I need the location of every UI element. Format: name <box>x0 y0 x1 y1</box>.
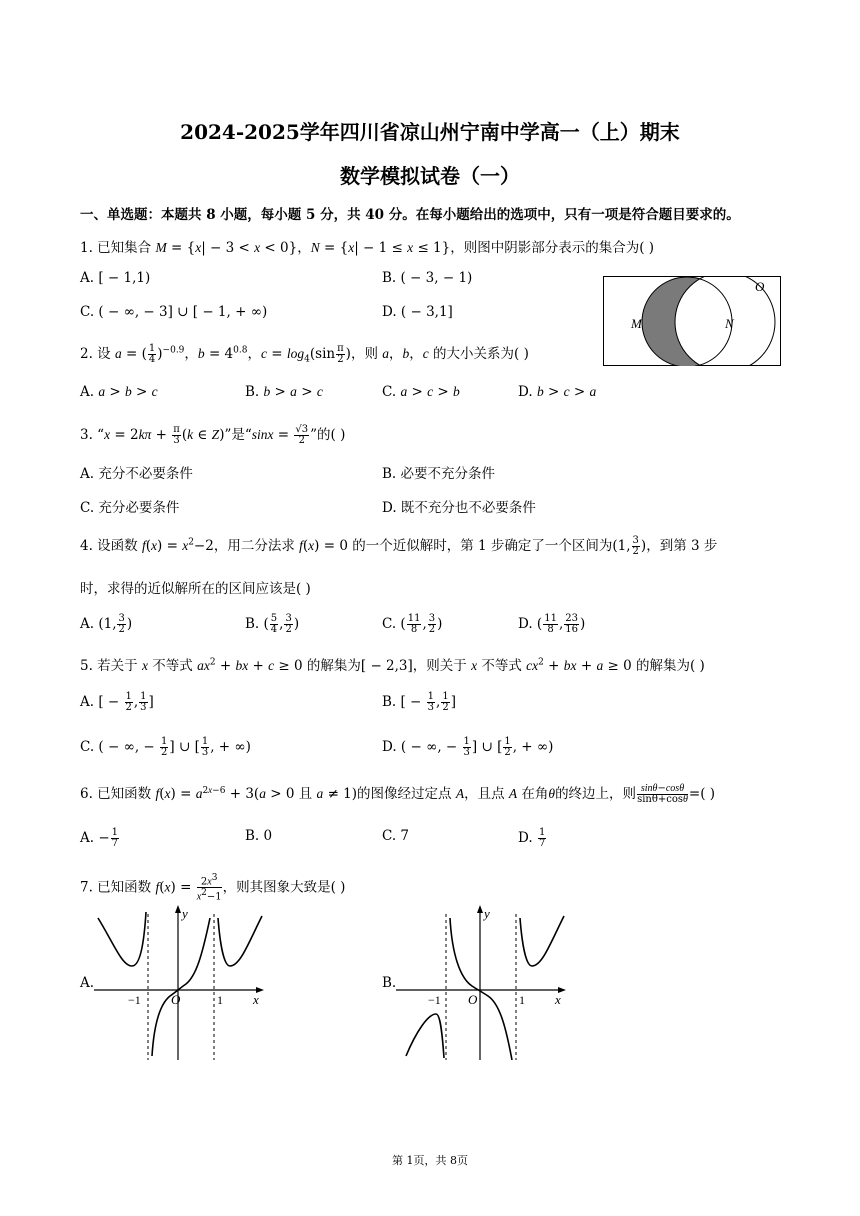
q5-stem: 5. 若关于 x 不等式 $ax^2$ + bx + c ≥ 0 的解集为[ − 2,3]，则关于 x 不等式 $cx^2$ + bx + a ≥ 0 的解集为( ) <box>80 657 705 674</box>
q7-option-a-label[interactable]: A. <box>80 975 95 991</box>
q4-stem-line2: 时，求得的近似解所在的区间应该是( ) <box>80 581 311 597</box>
q2-option-a[interactable]: A. a > b > c <box>80 384 158 400</box>
q4-stem-line1: 4. 设函数 $f(x) = x^2-2$，用二分法求 f(x) = 0 的一个近似解时，第 1 步确定了一个区间为(1, $\frac{3}{2}$ )，到第 3 步 <box>80 535 718 557</box>
q4-option-b[interactable]: B. ( $\frac{5}{4}$ , $\frac{3}{2}$ ) <box>245 613 300 635</box>
q5-option-d[interactable]: D. ( − ∞, − $\frac{1}{3}$ ] ∪ [ $\frac{1}{2}$ , + ∞) <box>382 736 554 758</box>
q6-option-a[interactable]: A. − $\frac{1}{7}$ <box>80 827 119 849</box>
q7-option-b-label[interactable]: B. <box>382 975 397 991</box>
q7-stem: 7. 已知函数 f(x) = $\frac{2x^3}{x^2-1}$ ，则其图象大致是( ) <box>80 873 346 903</box>
q5-option-b[interactable]: B. [ − $\frac{1}{3}$ , $\frac{1}{2}$ ] <box>382 691 456 713</box>
svg-text:O: O <box>468 992 478 1007</box>
svg-text:y: y <box>182 906 188 921</box>
title-line-2: 数学模拟试卷（一） <box>340 164 520 188</box>
q1-option-a[interactable]: A. [ − 1,1) <box>80 270 151 286</box>
q5-option-c[interactable]: C. ( − ∞, − $\frac{1}{2}$ ] ∪ [ $\frac{1}{3}$ , + ∞) <box>80 736 251 758</box>
title-line-1: 2024-2025学年四川省凉山州宁南中学高一（上）期末 <box>180 120 680 144</box>
q6-option-c[interactable]: C. 7 <box>382 828 410 844</box>
q1-stem: 1. 已知集合 M = {x| − 3 < x < 0}，N = {x| − 1 ≤ x ≤ 1}，则图中阴影部分表示的集合为( ) <box>80 240 655 256</box>
venn-label-m: M <box>631 316 642 331</box>
q6-option-d[interactable]: D. $\frac{1}{7}$ <box>518 827 546 849</box>
svg-text:1: 1 <box>217 993 223 1007</box>
q2-option-c[interactable]: C. a > c > b <box>382 384 460 400</box>
section-heading: 一、单选题：本题共 8 小题，每小题 5 分，共 40 分。在每小题给出的选项中，只有一项是符合题目要求的。 <box>80 207 740 223</box>
q3-option-b[interactable]: B. 必要不充分条件 <box>382 466 496 482</box>
q6-stem: 6. 已知函数 $f(x) = a^{2x-6} + 3(a > 0$ 且 a ≠ 1)的图像经过定点 A，且点 A 在角θ的终边上，则 $\frac{\sin\theta-\cos\theta}{\sin\theta+\cos\theta}$ =( ) <box>80 783 716 805</box>
q4-option-c[interactable]: C. ( $\frac{11}{8}$ , $\frac{3}{2}$ ) <box>382 613 443 635</box>
venn-label-o: O <box>755 279 765 294</box>
q6-option-b[interactable]: B. 0 <box>245 828 273 844</box>
q7-graph-a <box>94 904 266 1060</box>
svg-text:O: O <box>171 992 181 1007</box>
venn-label-n: N <box>725 316 734 331</box>
q1-option-c[interactable]: C. ( − ∞, − 3] ∪ [ − 1, + ∞) <box>80 304 268 320</box>
q5-option-a[interactable]: A. [ − $\frac{1}{2}$ , $\frac{1}{3}$ ] <box>80 691 154 713</box>
q3-option-a[interactable]: A. 充分不必要条件 <box>80 466 193 482</box>
svg-text:1: 1 <box>519 993 525 1007</box>
q3-option-d[interactable]: D. 既不充分也不必要条件 <box>382 500 536 516</box>
svg-text:y: y <box>484 906 490 921</box>
q1-option-d[interactable]: D. ( − 3,1] <box>382 304 453 320</box>
svg-text:−1: −1 <box>128 993 141 1007</box>
svg-text:−1: −1 <box>428 993 441 1007</box>
page-footer: 第 1页，共 8页 <box>392 1154 468 1167</box>
venn-diagram <box>603 276 781 366</box>
q1-option-b[interactable]: B. ( − 3, − 1) <box>382 270 473 286</box>
svg-text:x: x <box>253 992 259 1007</box>
q2-option-b[interactable]: B. b > a > c <box>245 384 323 400</box>
q7-graph-b <box>396 904 568 1060</box>
svg-text:x: x <box>555 992 561 1007</box>
q3-stem: 3. “x = 2kπ + $\frac{\pi}{3}$ (k ∈ Z)”是“sinx = $\frac{√3}{2}$ ”的( ) <box>80 424 346 446</box>
q4-option-a[interactable]: A. (1, $\frac{3}{2}$ ) <box>80 613 133 635</box>
q3-option-c[interactable]: C. 充分必要条件 <box>80 500 180 516</box>
q2-stem: 2. 设 a = ( $\frac{1}{4}$ )$^{-0.9}$，$b = 4^{0.8}$，$c = \log_4(\sin$ $\frac{\pi}{2}$ )，则 a，b，c 的大小关系为( ) <box>80 343 529 365</box>
q2-option-d[interactable]: D. b > c > a <box>518 384 597 400</box>
q4-option-d[interactable]: D. ( $\frac{11}{8}$ , $\frac{23}{16}$ ) <box>518 613 586 635</box>
